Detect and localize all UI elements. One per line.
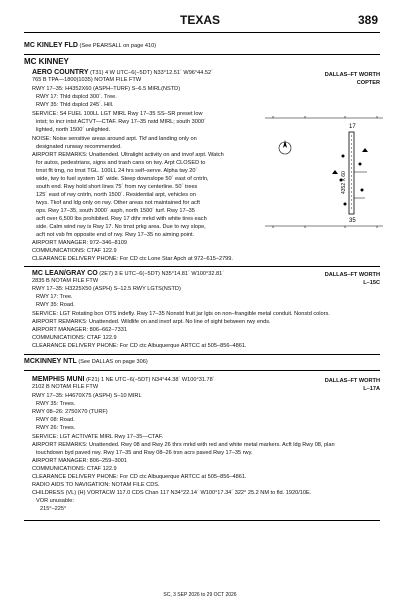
- detail-line: RWY 17: Tree.: [36, 294, 73, 300]
- page-header: [0, 0, 400, 30]
- detail-line: acft not vsb fm opposite end of rwy. Rwy 17–35 no aiming point.: [36, 232, 195, 238]
- detail-line: RWY 08–26: 2750X70 (TURF): [32, 409, 108, 415]
- detail-line: COMMUNICATIONS: CTAF 122.9: [32, 248, 117, 254]
- detail-line: AIRPORT MANAGER: 806–662–7331: [32, 327, 127, 333]
- runway-end-label: 17: [349, 124, 356, 130]
- detail-line: COMMUNICATIONS: CTAF 122.9: [32, 466, 117, 472]
- airport-name: MC LEAN/GRAY CO: [32, 270, 98, 277]
- detail-line: AIRPORT MANAGER: 806–259–3001: [32, 458, 127, 464]
- detail-line: SERVICE: LGT ACTIVATE MIRL Rwy 17–35—CTAF.: [32, 434, 164, 440]
- sectional-name: DALLAS–FT WORTH: [324, 72, 380, 78]
- detail-line: for autos, pedestrians, signs and trash cans on twy. Arpt CLOSED to: [36, 160, 206, 166]
- airport-info: (2E7) 3 E UTC−6(−5DT) N35°14.81´ W100°32.81´: [99, 271, 225, 277]
- mclean-header: [32, 270, 224, 278]
- detail-line: trnst flt trng, no trnst TGL. 100LL 24 hrs self–serve. Alpha twy 20´: [36, 168, 198, 174]
- north-arrow-icon: [279, 140, 291, 154]
- detail-line: VOR unusable:: [36, 498, 74, 504]
- chart-name: L–15C: [363, 280, 380, 286]
- detail-line: RADIO AIDS TO NAVIGATION: NOTAM FILE CDS.: [32, 482, 160, 488]
- airport-name: AERO COUNTRY: [32, 69, 89, 76]
- city-heading: MC KINNEY: [24, 57, 69, 66]
- divider: [24, 266, 380, 267]
- aero-country-header: [32, 69, 213, 77]
- detail-line: acft over 6,500 lbs prohibited. Rwy 17 dthr mrkd with white tires each: [36, 216, 207, 222]
- detail-line: wide, twy to fuel system 18´ wide. Steep downslope 50´ east of cntrln,: [36, 176, 209, 182]
- chart-name: COPTER: [356, 80, 380, 86]
- detail-line: SERVICE: S4 FUEL 100LL LGT MIRL Rwy 17–35 SS–SR preset low: [32, 111, 203, 117]
- detail-line: CHILDRESS (VL) (H) VORTACW 117.0 CDS Chan 117 N34°22.14´ W100°17.34´ 322° 25.2 NM to fld. 1920/10E.: [32, 490, 312, 496]
- detail-line: RWY 26: Trees.: [36, 425, 76, 431]
- detail-line: side. Calm wind rwy is Rwy 17. No trnst prkg area. Due to rwy slope,: [36, 224, 206, 230]
- detail-line: twys. Tkof and ldg only on rwy. Other areas not maintained for acft: [36, 200, 200, 206]
- detail-line: AIRPORT REMARKS: Unattended. Rwy 08 and Rwy 26 thrs mrkd with red and white metal markers. Acft ldg Rwy 08, plan: [32, 442, 335, 448]
- detail-line: RWY 35: Road.: [36, 302, 75, 308]
- detail-line: ops. Rwy 17–35, south 3000´ asph, north 1500´ turf. Rwy 17–35: [36, 208, 195, 214]
- detail-line: 215°–225°: [40, 506, 67, 512]
- divider: [24, 54, 380, 55]
- detail-line: RWY 08: Road.: [36, 417, 75, 423]
- divider: [24, 32, 380, 33]
- detail-line: AIRPORT REMARKS: Unattended. Wildlife on and invof arpt. No line of sight between rwy ends.: [32, 319, 271, 325]
- mckinley-fld-entry: [24, 42, 156, 50]
- detail-line: designated runway recommended.: [36, 144, 122, 150]
- mckinney-ntl-entry: [24, 358, 148, 366]
- detail-line: COMMUNICATIONS: CTAF 122.9: [32, 335, 117, 341]
- airport-diagram: [265, 108, 383, 228]
- airport-info-2: 2102 B NOTAM FILE FTW: [32, 384, 99, 390]
- detail-line: RWY 35: Thld dsplcd 245´. Hill.: [36, 102, 114, 108]
- detail-line: AIRPORT REMARKS: Unattended. Ultralight activity on and invof arpt. Watch: [32, 152, 224, 158]
- detail-line: CLEARANCE DELIVERY PHONE: For CD ctc Albuquerque ARTCC at 505–856–4861.: [32, 343, 247, 349]
- detail-line: NOISE: Noise sensitive areas around arpt. Tkf and landing only on: [32, 136, 197, 142]
- detail-line: CLEARANCE DELIVERY PHONE: For CD ctc Lone Star Apch at 972–615–2799.: [32, 256, 233, 262]
- airport-info: (T31) 4 W UTC−6(−5DT) N33°12.51´ W96°44.52´: [90, 70, 214, 76]
- sectional-name: DALLAS–FT WORTH: [324, 272, 380, 278]
- cross-reference: (See PEARSALL on page 410): [79, 43, 157, 49]
- runway-17-35: [349, 132, 354, 214]
- detail-line: south end. Rwy hold short lines 75´ from rwy centerline. 50´ trees: [36, 184, 198, 190]
- detail-line: SERVICE: LGT Rotating bcn OTS indefly. Rwy 17–35 Nonstd fruit jar lgts on non–frangible metal conduit. Nonstd colors.: [32, 311, 330, 317]
- detail-line: AIRPORT MANAGER: 972–346–8109: [32, 240, 127, 246]
- divider: [24, 520, 380, 521]
- detail-line: RWY 17–35: H4352X60 (ASPH–TURF) S–6.5 MIRL(NSTD): [32, 86, 181, 92]
- runway-end-label: 35: [349, 218, 356, 224]
- sectional-name: DALLAS–FT WORTH: [324, 378, 380, 384]
- airport-name: MC KINLEY FLD: [24, 42, 78, 49]
- detail-line: RWY 17–35: H3225X50 (ASPH) S–12.5 RWY LGTS(NSTD): [32, 286, 181, 292]
- airport-name: MCKINNEY NTL: [24, 358, 77, 365]
- airport-info: (F21) 1 NE UTC−6(−5DT) N34°44.38´ W100°31.78´: [86, 377, 215, 383]
- detail-line: RWY 17–35: H4670X75 (ASPH) S–10 MIRL: [32, 393, 142, 399]
- detail-line: RWY 35: Trees.: [36, 401, 76, 407]
- detail-line: lighted, north 1500´ unlighted.: [36, 127, 111, 133]
- cross-reference: (See DALLAS on page 306): [78, 359, 148, 365]
- taxiway: [354, 172, 367, 198]
- memphis-header: [32, 376, 215, 384]
- chart-name: L–17A: [363, 386, 380, 392]
- detail-line: intst; to incr intst ACTVT—CTAF. Rwy 17–35 nstd MIRL; south 3000´: [36, 119, 206, 125]
- divider: [24, 354, 380, 355]
- detail-line: 125´ east of rwy cntrln, north 1500´. Residential arpt, vehicles on: [36, 192, 196, 198]
- detail-line: RWY 17: Thld dsplcd 300´. Tree.: [36, 94, 117, 100]
- airport-info-2: 765 B TPA—1800(1035) NOTAM FILE FTW: [32, 77, 142, 83]
- page-number: 389: [357, 13, 378, 27]
- runway-dimension: 4352 X 60: [341, 171, 347, 194]
- detail-line: CLEARANCE DELIVERY PHONE: For CD ctc Albuquerque ARTCC at 505–856–4861.: [32, 474, 247, 480]
- page-title: TEXAS: [179, 13, 220, 27]
- airport-name: MEMPHIS MUNI: [32, 376, 85, 383]
- detail-line: touchdown byd paved rwy. Rwy 17–35 and Rwy 08–26 trsn acrs paved Rwy 17–35 rwy.: [36, 450, 253, 456]
- page-footer: SC, 3 SEP 2026 to 29 OCT 2026: [163, 592, 237, 598]
- divider: [24, 370, 380, 371]
- runway-diagram: [265, 108, 383, 228]
- airport-info-2: 2835 B NOTAM FILE FTW: [32, 278, 99, 284]
